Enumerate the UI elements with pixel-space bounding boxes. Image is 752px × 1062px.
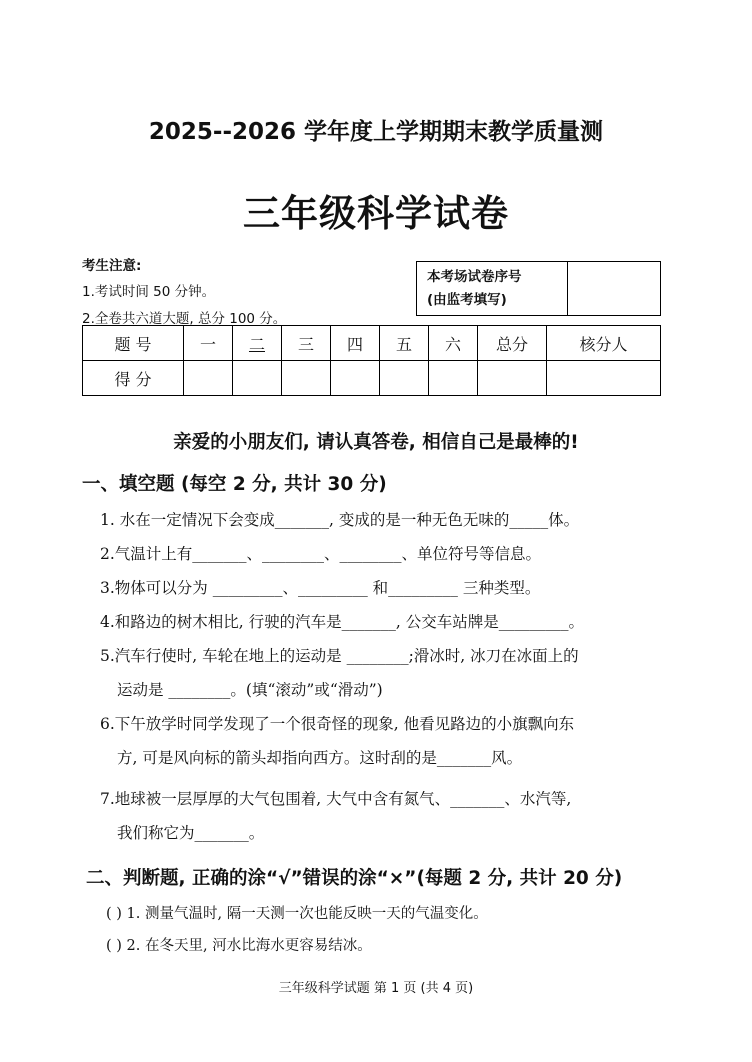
score-cell-2[interactable]: [233, 361, 282, 396]
notice-line-1: 1.考试时间 50 分钟。: [82, 284, 216, 300]
question-1-6b: 方, 可是风向标的箭头却指向西方。这时刮的是_______风。: [117, 749, 523, 767]
notice-heading: 考生注意:: [82, 258, 142, 274]
question-1-5b: 运动是 ________。(填“滚动”或“滑动”): [117, 681, 383, 699]
header-cell-5: 五: [380, 326, 429, 361]
score-cell-4[interactable]: [331, 361, 380, 396]
score-table-header-row: [83, 326, 661, 361]
question-1-7b: 我们称它为_______。: [117, 824, 265, 842]
greeting: 亲爱的小朋友们, 请认真答卷, 相信自己是最棒的!: [173, 432, 579, 453]
question-1-1: 1. 水在一定情况下会变成_______, 变成的是一种无色无味的_____体。: [100, 511, 580, 529]
serial-number-label: [417, 262, 568, 315]
score-cell-3[interactable]: [282, 361, 331, 396]
score-table-score-row: [83, 361, 661, 396]
question-1-4: 4.和路边的树木相比, 行驶的汽车是_______, 公交车站牌是_________。: [100, 613, 584, 631]
header-cell-2: 二: [233, 326, 282, 361]
serial-number-label-line2: (由监考填写): [427, 291, 507, 308]
question-1-7a: 7.地球被一层厚厚的大气包围着, 大气中含有氮气、_______、水汽等,: [100, 790, 572, 808]
header-cell-1: 一: [184, 326, 233, 361]
header-cell-4: 四: [331, 326, 380, 361]
question-1-3: 3.物体可以分为 _________、_________ 和_________ 三种类型。: [100, 579, 541, 597]
score-cell-checker[interactable]: [547, 361, 661, 396]
question-1-6a: 6.下午放学时同学发现了一个很奇怪的现象, 他看见路边的小旗飘向东: [100, 715, 575, 733]
score-cell-5[interactable]: [380, 361, 429, 396]
question-1-5a: 5.汽车行使时, 车轮在地上的运动是 ________;滑冰时, 冰刀在冰面上的: [100, 647, 579, 665]
header-cell-3: 三: [282, 326, 331, 361]
score-row-label: 得 分: [83, 361, 184, 396]
question-2-2: ( ) 2. 在冬天里, 河水比海水更容易结冰。: [106, 938, 372, 954]
header-cell-total: 总分: [478, 326, 547, 361]
section-2-title: 二、判断题, 正确的涂“√”错误的涂“×”(每题 2 分, 共计 20 分): [86, 868, 623, 889]
header-cell-checker: 核分人: [547, 326, 661, 361]
exam-title: 三年级科学试卷: [243, 192, 509, 235]
serial-number-label-line1: 本考场试卷序号: [427, 268, 522, 285]
serial-number-box: [416, 261, 661, 316]
section-1-title: 一、填空题 (每空 2 分, 共计 30 分): [82, 474, 387, 495]
question-1-2: 2.气温计上有_______、________、________、单位符号等信息。: [100, 545, 542, 563]
serial-number-field[interactable]: [568, 262, 660, 315]
exam-header: 2025--2026 学年度上学期期末教学质量测: [148, 119, 604, 145]
question-2-1: ( ) 1. 测量气温时, 隔一天测一次也能反映一天的气温变化。: [106, 906, 488, 922]
score-cell-6[interactable]: [429, 361, 478, 396]
score-cell-1[interactable]: [184, 361, 233, 396]
notice-line-2: 2.全卷共六道大题, 总分 100 分。: [82, 311, 287, 327]
header-cell-label: 题 号: [83, 326, 184, 361]
score-cell-total[interactable]: [478, 361, 547, 396]
score-table: [82, 325, 661, 396]
page-footer: 三年级科学试题 第 1 页 (共 4 页): [278, 981, 474, 996]
header-cell-6: 六: [429, 326, 478, 361]
